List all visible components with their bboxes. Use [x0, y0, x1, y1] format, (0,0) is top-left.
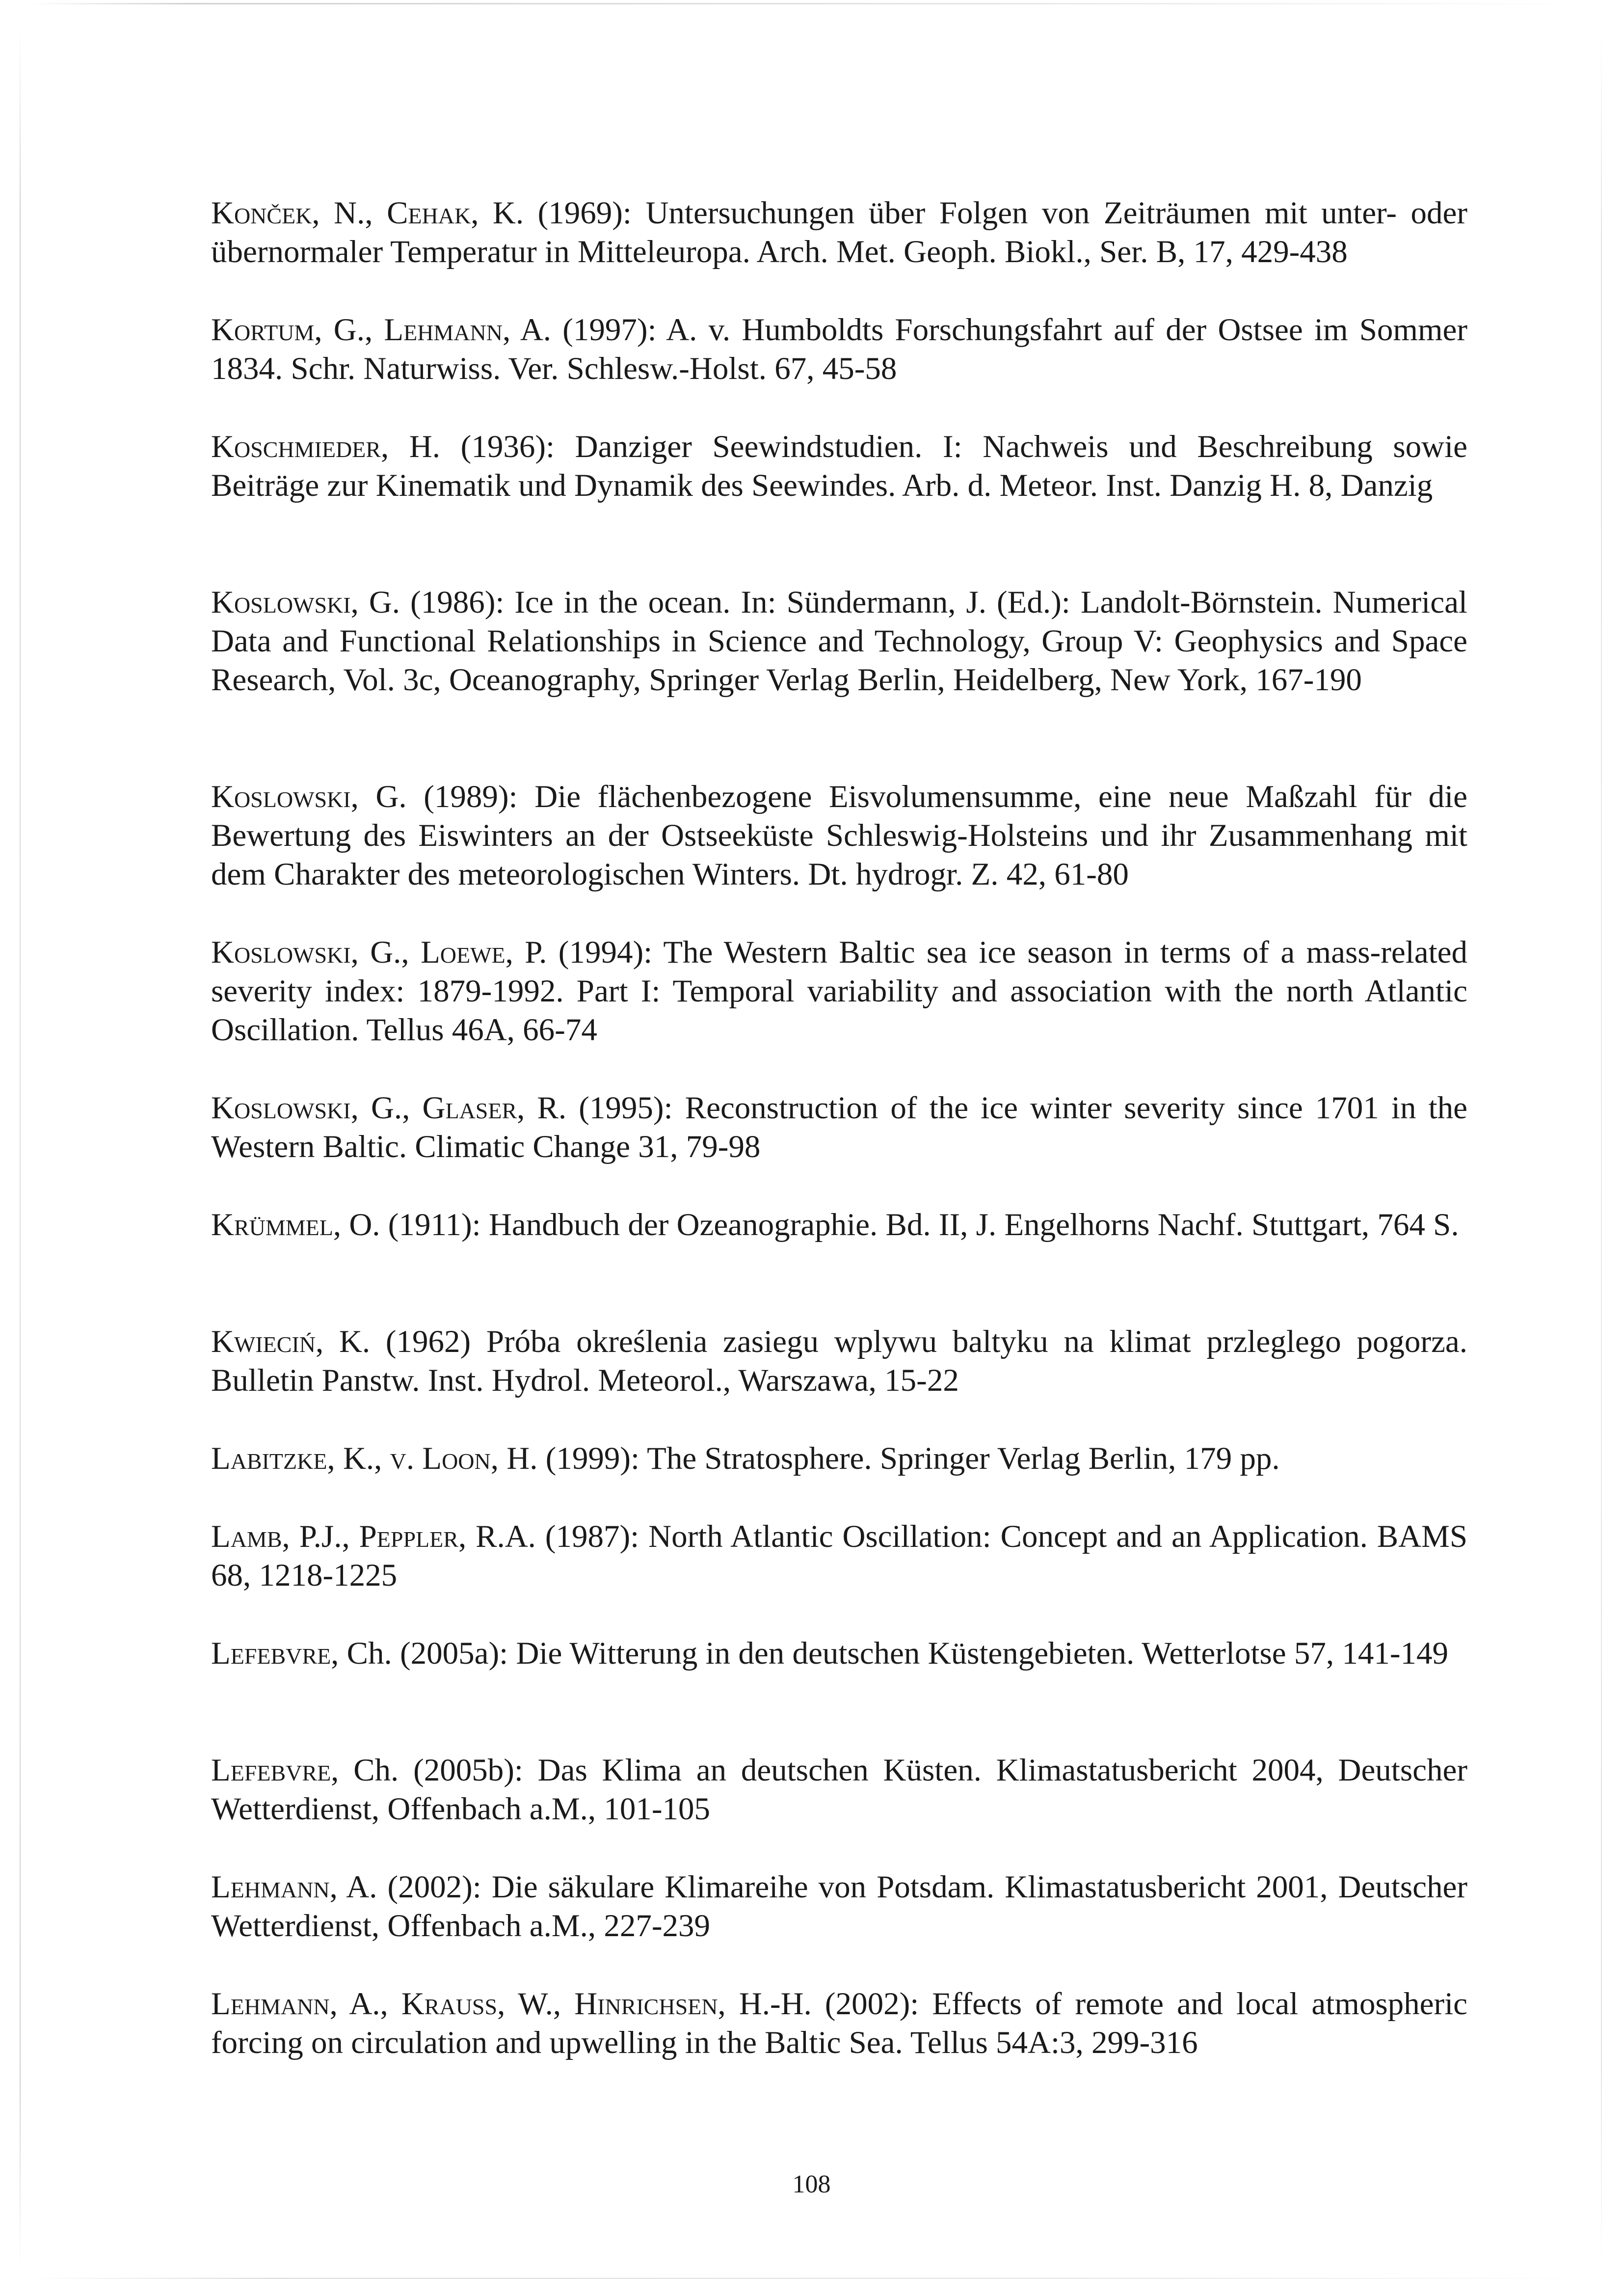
author-initials: , Ch.: [331, 1636, 392, 1671]
reference-entry: [211, 311, 1467, 428]
author-surname: Koslowski: [211, 585, 351, 620]
author-surname: Lefebvre: [211, 1753, 331, 1788]
scan-edge: [29, 2278, 1590, 2279]
author-initials: , R.A.: [458, 1519, 536, 1554]
reference-entry: [211, 1439, 1467, 1517]
scan-edge: [1601, 29, 1602, 2268]
reference-text: (2005a): Die Witterung in den deutschen Küstengebieten. Wetterlotse 57, 141-149: [392, 1636, 1449, 1671]
reference-entry: [211, 1634, 1467, 1751]
author-initials: , A.: [329, 1869, 377, 1905]
page-number: 108: [792, 2170, 831, 2198]
author-initials: , G.,: [350, 935, 409, 970]
reference-text: (1962) Próba określenia zasiegu wplywu baltyku na klimat przleglego pogorza. Bulletin Panstw. Inst. Hydrol. Meteorol., Warszawa, 15-22: [211, 1324, 1467, 1398]
reference-entry: [211, 933, 1467, 1089]
author-initials: , P.J.,: [282, 1519, 350, 1554]
author-initials: , W.,: [497, 1986, 561, 2022]
author-initials: , G.,: [350, 1090, 410, 1126]
author-surname: Lehmann: [211, 1986, 330, 2022]
author-surname: Konček: [211, 195, 312, 231]
reference-text: (1994): The Western Baltic sea ice season in terms of a mass-related severity index: 1879-1992. Part I: Temporal variability and association with the north Atlantic Oscillation. Tellus 46A, 66-74: [211, 935, 1467, 1048]
reference-text: (1999): The Stratosphere. Springer Verlag Berlin, 179 pp.: [537, 1441, 1280, 1476]
reference-entry: [211, 194, 1467, 311]
reference-text: (1969): Untersuchungen über Folgen von Zeiträumen mit unter- oder übernormaler Temperatur in Mitteleuropa. Arch. Met. Geoph. Biokl., Ser. B, 17, 429-438: [211, 195, 1467, 270]
reference-text: (2002): Effects of remote and local atmospheric forcing on circulation and upwelling in the Baltic Sea. Tellus 54A:3, 299-316: [211, 1986, 1467, 2060]
author-surname: Lehmann: [384, 312, 503, 348]
author-surname: Kortum: [211, 312, 315, 348]
author-surname: Koslowski: [211, 1090, 351, 1126]
author-initials: , A.: [503, 312, 552, 348]
reference-text: (1911): Handbuch der Ozeanographie. Bd. II, J. Engelhorns Nachf. Stuttgart, 764 S.: [380, 1207, 1459, 1243]
reference-entry: [211, 1206, 1467, 1323]
reference-entry: [211, 428, 1467, 583]
author-surname: Labitzke: [211, 1441, 327, 1476]
author-initials: , R.: [517, 1090, 567, 1126]
reference-entry: [211, 778, 1467, 933]
reference-text: (2002): Die säkulare Klimareihe von Potsdam. Klimastatusbericht 2001, Deutscher Wetterdienst, Offenbach a.M., 227-239: [211, 1869, 1467, 1944]
author-surname: Krauss: [401, 1986, 498, 2022]
author-initials: , K.,: [327, 1441, 390, 1476]
author-surname: Krümmel: [211, 1207, 333, 1243]
author-initials: , O.: [333, 1207, 380, 1243]
reference-entry: [211, 1323, 1467, 1439]
scan-edge: [29, 3, 1590, 4]
reference-entry: [211, 1868, 1467, 1985]
scan-edge: [20, 29, 21, 2268]
author-surname: Lehmann: [211, 1869, 330, 1905]
author-initials: , N.,: [312, 195, 373, 231]
reference-text: (1987): North Atlantic Oscillation: Concept and an Application. BAMS 68, 1218-1225: [211, 1519, 1467, 1593]
author-initials: , A.,: [329, 1986, 388, 2022]
author-surname: Koschmieder: [211, 429, 381, 464]
author-initials: , G.: [350, 585, 400, 620]
reference-list: [211, 194, 1467, 2102]
reference-entry: [211, 583, 1467, 778]
author-initials: , K.: [316, 1324, 371, 1359]
reference-entry: [211, 1985, 1467, 2102]
reference-entry: [211, 1089, 1467, 1206]
author-surname: Lefebvre: [211, 1636, 331, 1671]
reference-text: (1936): Danziger Seewindstudien. I: Nachweis und Beschreibung sowie Beiträge zur Kinematik und Dynamik des Seewindes. Arb. d. Meteor. Inst. Danzig H. 8, Danzig: [211, 429, 1467, 503]
author-surname: v. Loon: [390, 1441, 491, 1476]
reference-text: (2005b): Das Klima an deutschen Küsten. Klimastatusbericht 2004, Deutscher Wetterdienst, Offenbach a.M., 101-105: [211, 1753, 1467, 1827]
author-initials: , H.: [380, 429, 441, 464]
author-surname: Glaser: [422, 1090, 517, 1126]
author-surname: Peppler: [359, 1519, 458, 1554]
author-initials: , H.: [490, 1441, 538, 1476]
author-initials: , H.-H.: [718, 1986, 812, 2022]
author-initials: , G.,: [314, 312, 373, 348]
author-initials: , K.: [471, 195, 524, 231]
author-surname: Cehak: [387, 195, 471, 231]
author-initials: , Ch.: [331, 1753, 399, 1788]
author-initials: , G.: [350, 779, 407, 814]
author-initials: , P.: [505, 935, 547, 970]
reference-text: (1986): Ice in the ocean. In: Sündermann, J. (Ed.): Landolt-Börnstein. Numerical Data and Functional Relationships in Science and Technology, Group V: Geophysics and Space Research, Vol. 3c, Oceanography, Springer Verlag Berlin, Heidelberg, New York, 167-190: [211, 585, 1467, 698]
reference-text: (1997): A. v. Humboldts Forschungsfahrt auf der Ostsee im Sommer 1834. Schr. Naturwiss. Ver. Schlesw.-Holst. 67, 45-58: [211, 312, 1467, 386]
author-surname: Koslowski: [211, 935, 351, 970]
reference-text: (1995): Reconstruction of the ice winter severity since 1701 in the Western Baltic. Climatic Change 31, 79-98: [211, 1090, 1467, 1164]
author-surname: Loewe: [421, 935, 506, 970]
reference-text: (1989): Die flächenbezogene Eisvolumensumme, eine neue Maßzahl für die Bewertung des Eiswinters an der Ostseeküste Schleswig-Holsteins und ihr Zusammenhang mit dem Charakter des meteorologischen Winters. Dt. hydrogr. Z. 42, 61-80: [211, 779, 1467, 892]
reference-entry: [211, 1751, 1467, 1868]
author-surname: Kwieciń: [211, 1324, 316, 1359]
author-surname: Lamb: [211, 1519, 282, 1554]
reference-entry: [211, 1517, 1467, 1634]
author-surname: Koslowski: [211, 779, 351, 814]
author-surname: Hinrichsen: [574, 1986, 718, 2022]
